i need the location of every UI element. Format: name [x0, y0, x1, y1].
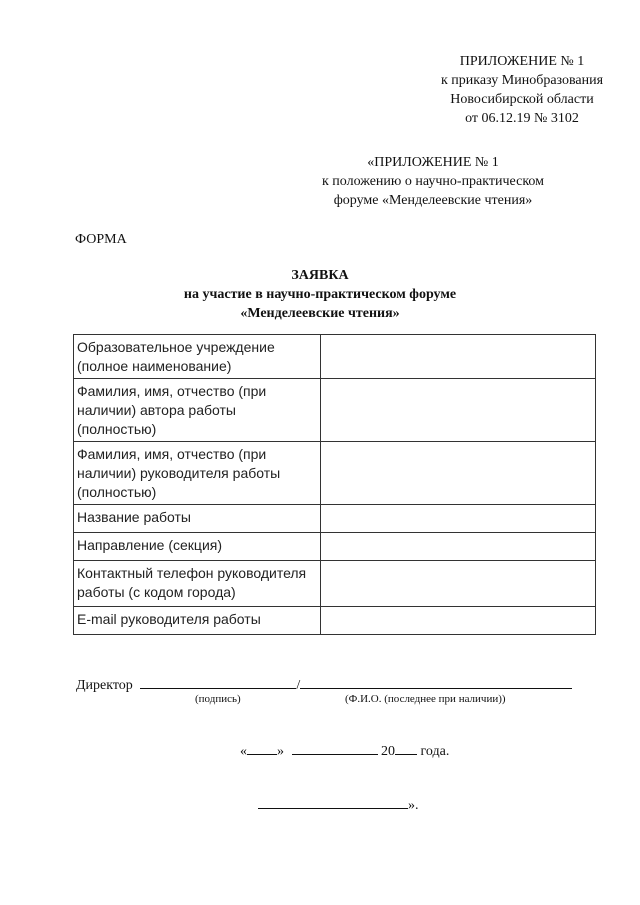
table-row [74, 442, 596, 505]
year-field[interactable] [395, 742, 417, 755]
signature-line [76, 676, 572, 694]
year-suffix: года. [420, 744, 450, 759]
title-line: ЗАЯВКА [291, 268, 349, 283]
row-label: Образовательное учреждение (полное наименование) [74, 335, 321, 379]
table-row [74, 335, 596, 379]
regulation-appendix-header [305, 153, 561, 210]
header-line: Новосибирской области [450, 92, 594, 107]
table-row [74, 607, 596, 635]
order-appendix-header [410, 52, 634, 128]
row-value-field[interactable] [321, 505, 596, 533]
title-line: «Менделеевские чтения» [240, 306, 400, 321]
table-row [74, 505, 596, 533]
row-value-field[interactable] [321, 607, 596, 635]
closing-line [258, 796, 419, 814]
row-label: Название работы [74, 505, 321, 533]
header-line: «ПРИЛОЖЕНИЕ № 1 [367, 155, 499, 170]
row-value-field[interactable] [321, 533, 596, 561]
header-line: к приказу Минобразования [440, 73, 604, 88]
row-value-field[interactable] [321, 442, 596, 505]
table-row [74, 533, 596, 561]
application-title [0, 266, 640, 323]
header-line: ПРИЛОЖЕНИЕ № 1 [459, 54, 585, 69]
name-separator: / [296, 678, 301, 693]
header-line: форуме «Менделеевские чтения» [333, 193, 533, 208]
row-label: Направление (секция) [74, 533, 321, 561]
month-field[interactable] [292, 742, 378, 755]
row-value-field[interactable] [321, 561, 596, 607]
row-value-field[interactable] [321, 379, 596, 442]
header-line: от 06.12.19 № 3102 [465, 111, 579, 126]
table-row [74, 379, 596, 442]
signature-field[interactable] [140, 676, 296, 689]
row-label: E-mail руководителя работы [74, 607, 321, 635]
row-label: Фамилия, имя, отчество (при наличии) автора работы (полностью) [74, 379, 321, 442]
title-line: на участие в научно-практическом форуме [183, 287, 457, 302]
signature-caption: (подпись) [195, 693, 241, 705]
table-row [74, 561, 596, 607]
closing-field[interactable] [258, 796, 408, 809]
director-label: Директор [76, 678, 133, 693]
form-label: ФОРМА [75, 232, 127, 247]
day-field[interactable] [247, 742, 277, 755]
closing-suffix: ». [408, 798, 419, 813]
year-prefix: 20 [381, 744, 395, 759]
full-name-field[interactable] [300, 676, 572, 689]
date-line [240, 742, 449, 760]
full-name-caption: (Ф.И.О. (последнее при наличии)) [345, 693, 506, 705]
row-label: Контактный телефон руководителя работы (с кодом города) [74, 561, 321, 607]
date-open-quote: « [240, 744, 247, 759]
header-line: к положению о научно-практическом [321, 174, 545, 189]
row-value-field[interactable] [321, 335, 596, 379]
row-label: Фамилия, имя, отчество (при наличии) руководителя работы (полностью) [74, 442, 321, 505]
application-table [73, 334, 596, 635]
date-close-quote: » [277, 744, 284, 759]
